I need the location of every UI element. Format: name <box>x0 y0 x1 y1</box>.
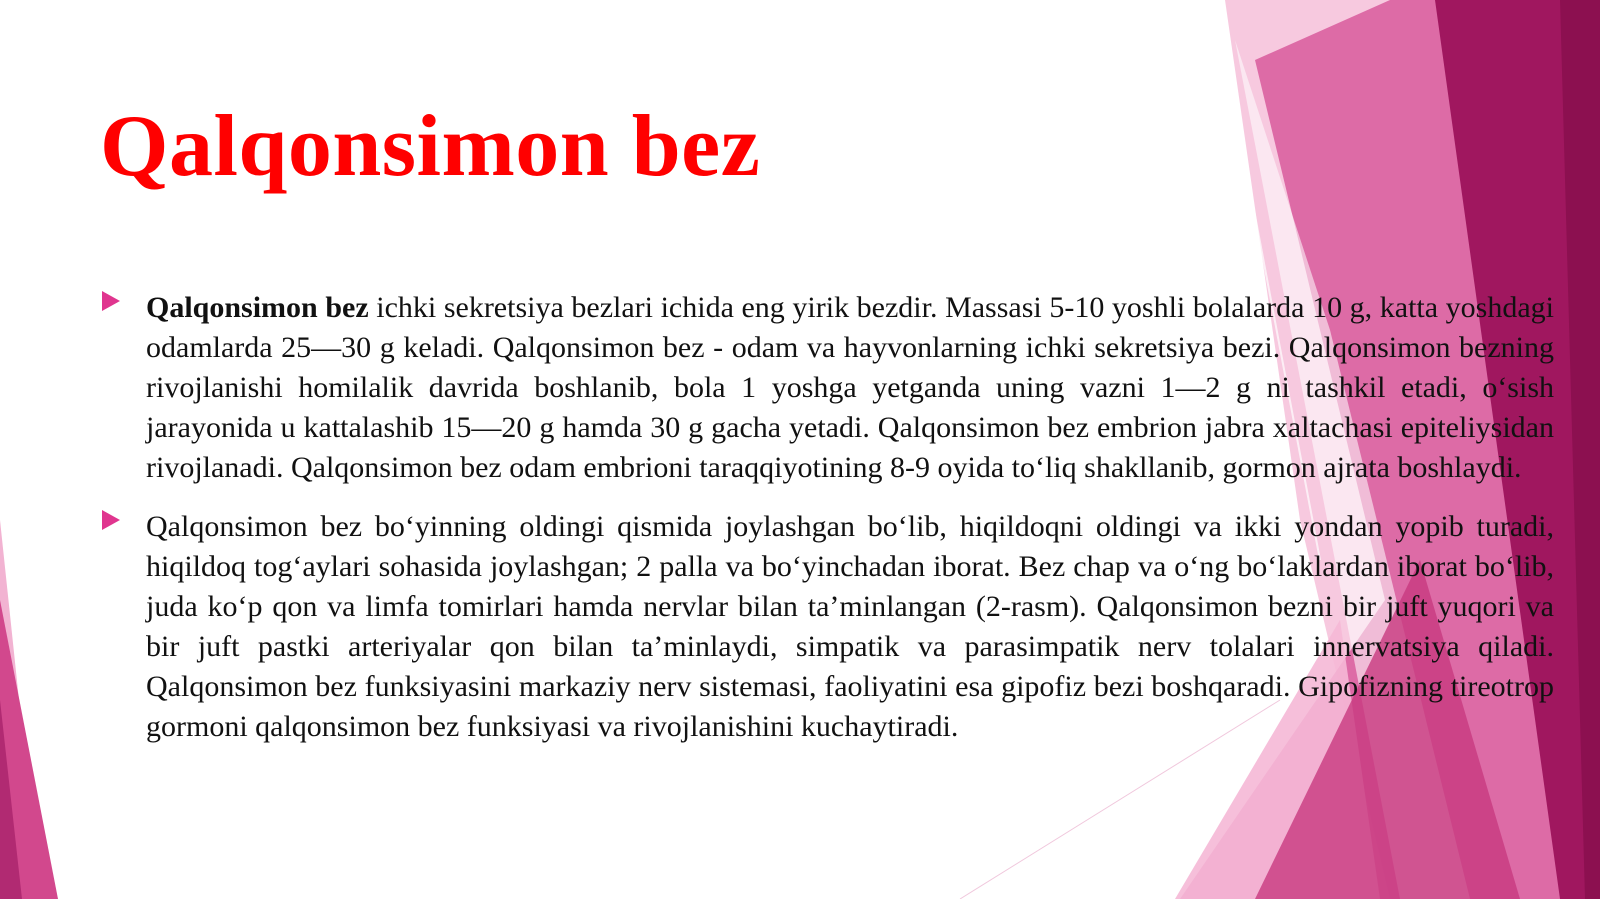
bullet-body-text: ichki sekretsiya bezlari ichida eng yirik bezdir. Massasi 5-10 yoshli bolalarda 10 g, katta yoshdagi odamlarda 25—30 g keladi. Qalqonsimon bez - odam va hayvonlarning ichki sekretsiya bezi. Qalqonsimon bezning rivojlanishi homilalik davrida boshlanib, bola 1 yoshga yetganda uning vazni 1—2 g ni tashkil etadi, o‘sish jarayonida u kattalashib 15—20 g hamda 30 g gacha yetadi. Qalqonsimon bez embrion jabra xaltachasi epiteliysidan rivojlanadi. Qalqonsimon bez odam embrioni taraqqiyotining 8-9 oyida to‘liq shakllanib, gormon ajrata boshlaydi. <box>146 291 1554 484</box>
slide-title: Qalqonsimon bez <box>100 98 761 195</box>
bullet-body-text: Qalqonsimon bez bo‘yinning oldingi qismida joylashgan bo‘lib, hiqildoqni oldingi va ikki yondan yopib turadi, hiqildoq tog‘aylari sohasida joylashgan; 2 palla va bo‘yinchadan iborat. Bez chap va o‘ng bo‘laklardan iborat bo‘lib, juda ko‘p qon va limfa tomirlari hamda nervlar bilan ta’minlangan (2-rasm). Qalqonsimon bezni bir juft yuqori va bir juft pastki arteriyalar qon bilan ta’minlaydi, simpatik va parasimpatik nerv tolalari innervatsiya qiladi. Qalqonsimon bez funksiyasini markaziy nerv sistemasi, faoliyatini esa gipofiz bezi boshqaradi. Gipofizning tireotrop gormoni qalqonsimon bez funksiyasi va rivojlanishini kuchaytiradi. <box>146 510 1554 743</box>
bullet-item <box>100 507 1554 747</box>
bullet-bold-lead: Qalqonsimon bez <box>146 291 369 324</box>
triangle-bullet-icon <box>102 510 120 530</box>
bullet-paragraph <box>146 507 1554 747</box>
bullet-list <box>100 288 1554 766</box>
bullet-paragraph <box>146 288 1554 488</box>
triangle-bullet-icon <box>102 291 120 311</box>
bullet-item <box>100 288 1554 488</box>
